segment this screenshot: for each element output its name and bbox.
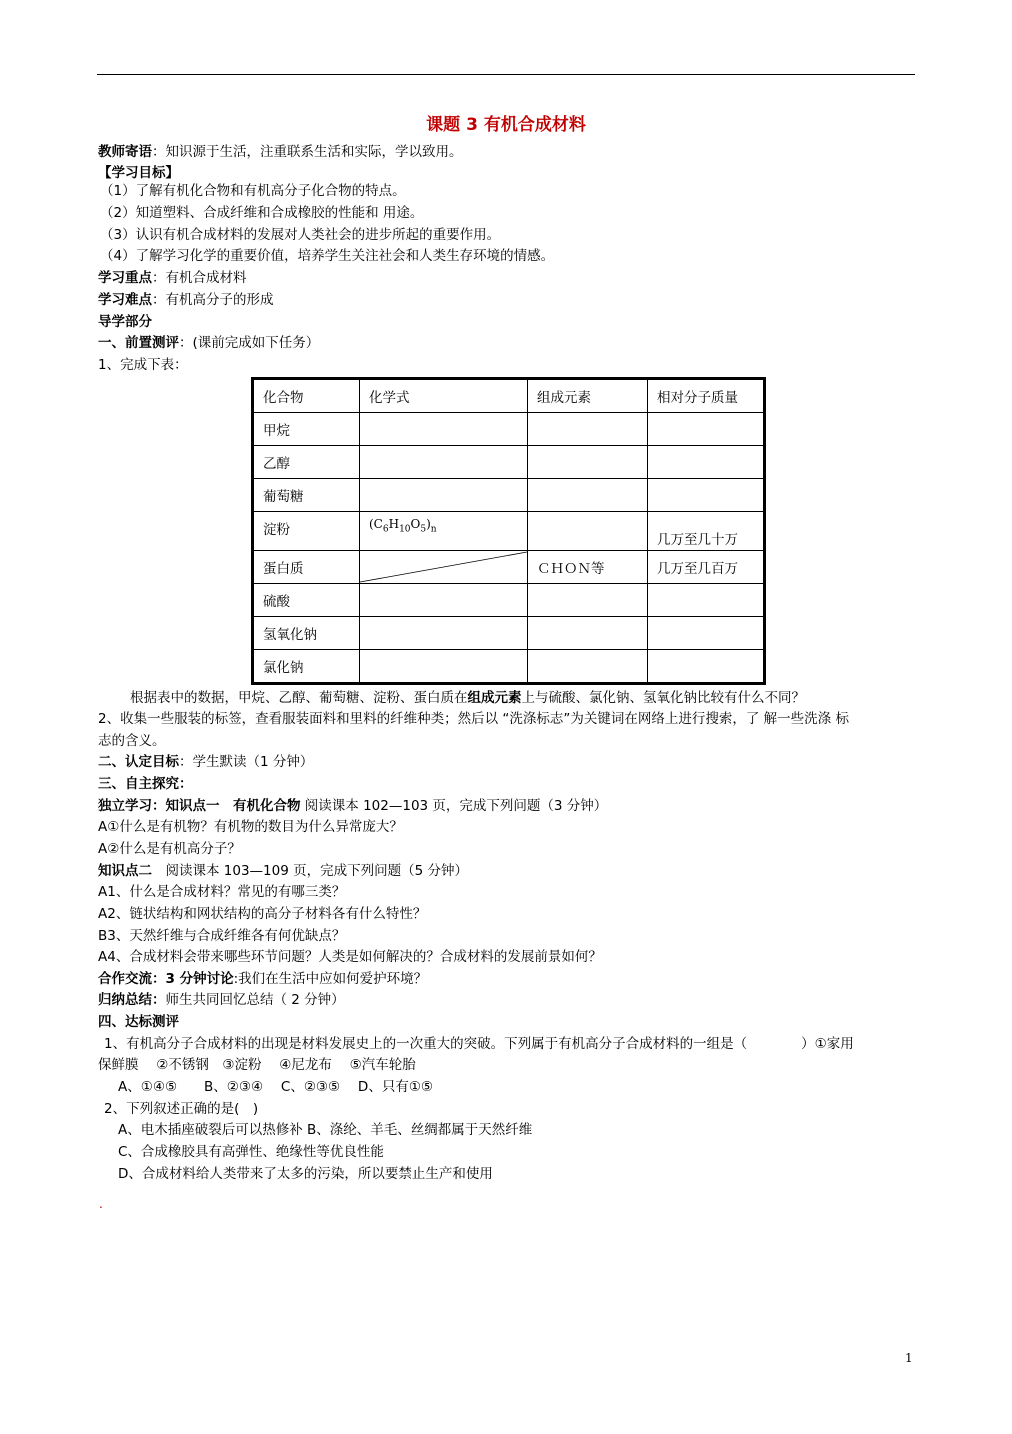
- question: A1、什么是合成材料？常见的有哪三类？: [98, 884, 346, 900]
- diagonal-line: [360, 551, 527, 583]
- difficulty: 学习难点：有机高分子的形成: [98, 292, 274, 308]
- goals-header: 【学习目标】: [98, 165, 179, 181]
- compound-name: 蛋白质: [253, 551, 360, 584]
- elements-cell: [528, 512, 648, 551]
- elements-cell: [528, 650, 648, 684]
- teacher-message: 教师寄语：知识源于生活，注重联系生活和实际，学以致用。: [98, 144, 463, 160]
- exercise-2-option: D、合成材料给人类带来了太多的污染，所以要禁止生产和使用: [118, 1166, 493, 1182]
- table-header: 组成元素: [528, 379, 648, 413]
- exercise-2-option: A、电木插座破裂后可以热修补 B、涤纶、羊毛、丝绸都属于天然纤维: [118, 1122, 533, 1138]
- table-row: [253, 512, 765, 551]
- header-rule: [97, 74, 915, 75]
- formula-cell: [360, 584, 528, 617]
- question: A①什么是有机物？有机物的数目为什么异常庞大？: [98, 819, 403, 835]
- elements-cell: [528, 413, 648, 446]
- starch-formula: $(C_6H_{10}O_5)_n$: [360, 512, 528, 551]
- table-row: [253, 446, 765, 479]
- question: B3、天然纤维与合成纤维各有何优缺点？: [98, 928, 346, 944]
- guide-header: 导学部分: [98, 314, 152, 330]
- mass-cell: [648, 650, 765, 684]
- formula-cell: [360, 617, 528, 650]
- elements-cell: [528, 584, 648, 617]
- protein-elements: ＣＨＯＮ等: [528, 551, 648, 584]
- compound-name: 氯化钠: [253, 650, 360, 684]
- formula-cell: [360, 479, 528, 512]
- exercise-2: 2、下列叙述正确的是( ): [104, 1101, 259, 1117]
- knowledge-point-1: 独立学习：知识点一 有机化合物 阅读课本 102—103 页，完成下列问题（3 分钟）: [98, 798, 608, 814]
- exercise-1-options: A、①④⑤ B、②③④ C、②③⑤ D、只有①⑤: [118, 1079, 434, 1095]
- mass-cell: [648, 617, 765, 650]
- page-number: 1: [905, 1351, 913, 1365]
- goal-item: （4）了解学习化学的重要价值，培养学生关注社会和人类生存环境的情感。: [100, 248, 555, 264]
- table-row: [253, 584, 765, 617]
- compound-table: [251, 377, 766, 685]
- exercise-1: 1、有机高分子合成材料的出现是材料发展史上的一次重大的突破。下列属于有机高分子合成材料的一组是（ ）①家用: [104, 1036, 854, 1052]
- goal-item: （3）认识有机合成材料的发展对人类社会的进步所起的重要作用。: [100, 227, 501, 243]
- table-row: [253, 551, 765, 584]
- exercise-1-cont: 保鲜膜 ②不锈钢 ③淀粉 ④尼龙布 ⑤汽车轮胎: [98, 1057, 416, 1073]
- table-question: 根据表中的数据，甲烷、乙醇、葡萄糖、淀粉、蛋白质在组成元素上与硫酸、氯化钠、氢氧化钠比较有什么不同？: [130, 690, 805, 706]
- key-point: 学习重点：有机合成材料: [98, 270, 247, 286]
- compound-name: 乙醇: [253, 446, 360, 479]
- elements-cell: [528, 617, 648, 650]
- starch-mass: 几万至几十万: [648, 512, 765, 551]
- mass-cell: [648, 479, 765, 512]
- compound-name: 氢氧化钠: [253, 617, 360, 650]
- table-row: [253, 617, 765, 650]
- mass-cell: [648, 584, 765, 617]
- task-2-cont: 志的含义。: [98, 733, 166, 749]
- cooperation: 合作交流：3 分钟讨论:我们在生活中应如何爱护环境？: [98, 971, 428, 987]
- question: A4、合成材料会带来哪些环节问题？人类是如何解决的？合成材料的发展前景如何？: [98, 949, 602, 965]
- task-2: 2、收集一些服装的标签，查看服装面料和里料的纤维种类；然后以 “洗涤标志”为关键词在网络上进行搜索，了 解一些洗涤 标: [98, 711, 849, 727]
- task-1: 1、完成下表：: [98, 357, 188, 373]
- section-4: 四、达标测评: [98, 1014, 179, 1030]
- section-1: 一、前置测评：(课前完成如下任务）: [98, 335, 320, 351]
- section-2: 二、认定目标：学生默读（1 分钟）: [98, 754, 314, 770]
- mass-cell: [648, 446, 765, 479]
- compound-name: 甲烷: [253, 413, 360, 446]
- table-header-row: [253, 379, 765, 413]
- table-header: 相对分子质量: [648, 379, 765, 413]
- protein-mass: 几万至几百万: [648, 551, 765, 584]
- section-3: 三、自主探究：: [98, 776, 193, 792]
- table-header: 化合物: [253, 379, 360, 413]
- goal-item: （1）了解有机化合物和有机高分子化合物的特点。: [100, 183, 406, 199]
- diagonal-cell: [360, 551, 528, 584]
- formula-cell: [360, 413, 528, 446]
- question: A②什么是有机高分子？: [98, 841, 241, 857]
- elements-cell: [528, 446, 648, 479]
- goal-item: （2）知道塑料、合成纤维和合成橡胶的性能和 用途。: [100, 205, 424, 221]
- table-row: [253, 479, 765, 512]
- question: A2、链状结构和网状结构的高分子材料各有什么特性？: [98, 906, 427, 922]
- knowledge-point-2: 知识点二 阅读课本 103—109 页，完成下列问题（5 分钟）: [98, 863, 468, 879]
- table-row: [253, 413, 765, 446]
- page-title: 课题 3 有机合成材料: [426, 115, 586, 135]
- elements-cell: [528, 479, 648, 512]
- summary: 归纳总结：师生共同回忆总结（ 2 分钟）: [98, 992, 345, 1008]
- mass-cell: [648, 413, 765, 446]
- compound-name: 淀粉: [253, 512, 360, 551]
- formula-cell: [360, 446, 528, 479]
- stray-dot: .: [99, 1197, 103, 1211]
- formula-cell: [360, 650, 528, 684]
- exercise-2-option: C、合成橡胶具有高弹性、绝缘性等优良性能: [118, 1144, 384, 1160]
- compound-name: 硫酸: [253, 584, 360, 617]
- compound-name: 葡萄糖: [253, 479, 360, 512]
- table-header: 化学式: [360, 379, 528, 413]
- table-row: [253, 650, 765, 684]
